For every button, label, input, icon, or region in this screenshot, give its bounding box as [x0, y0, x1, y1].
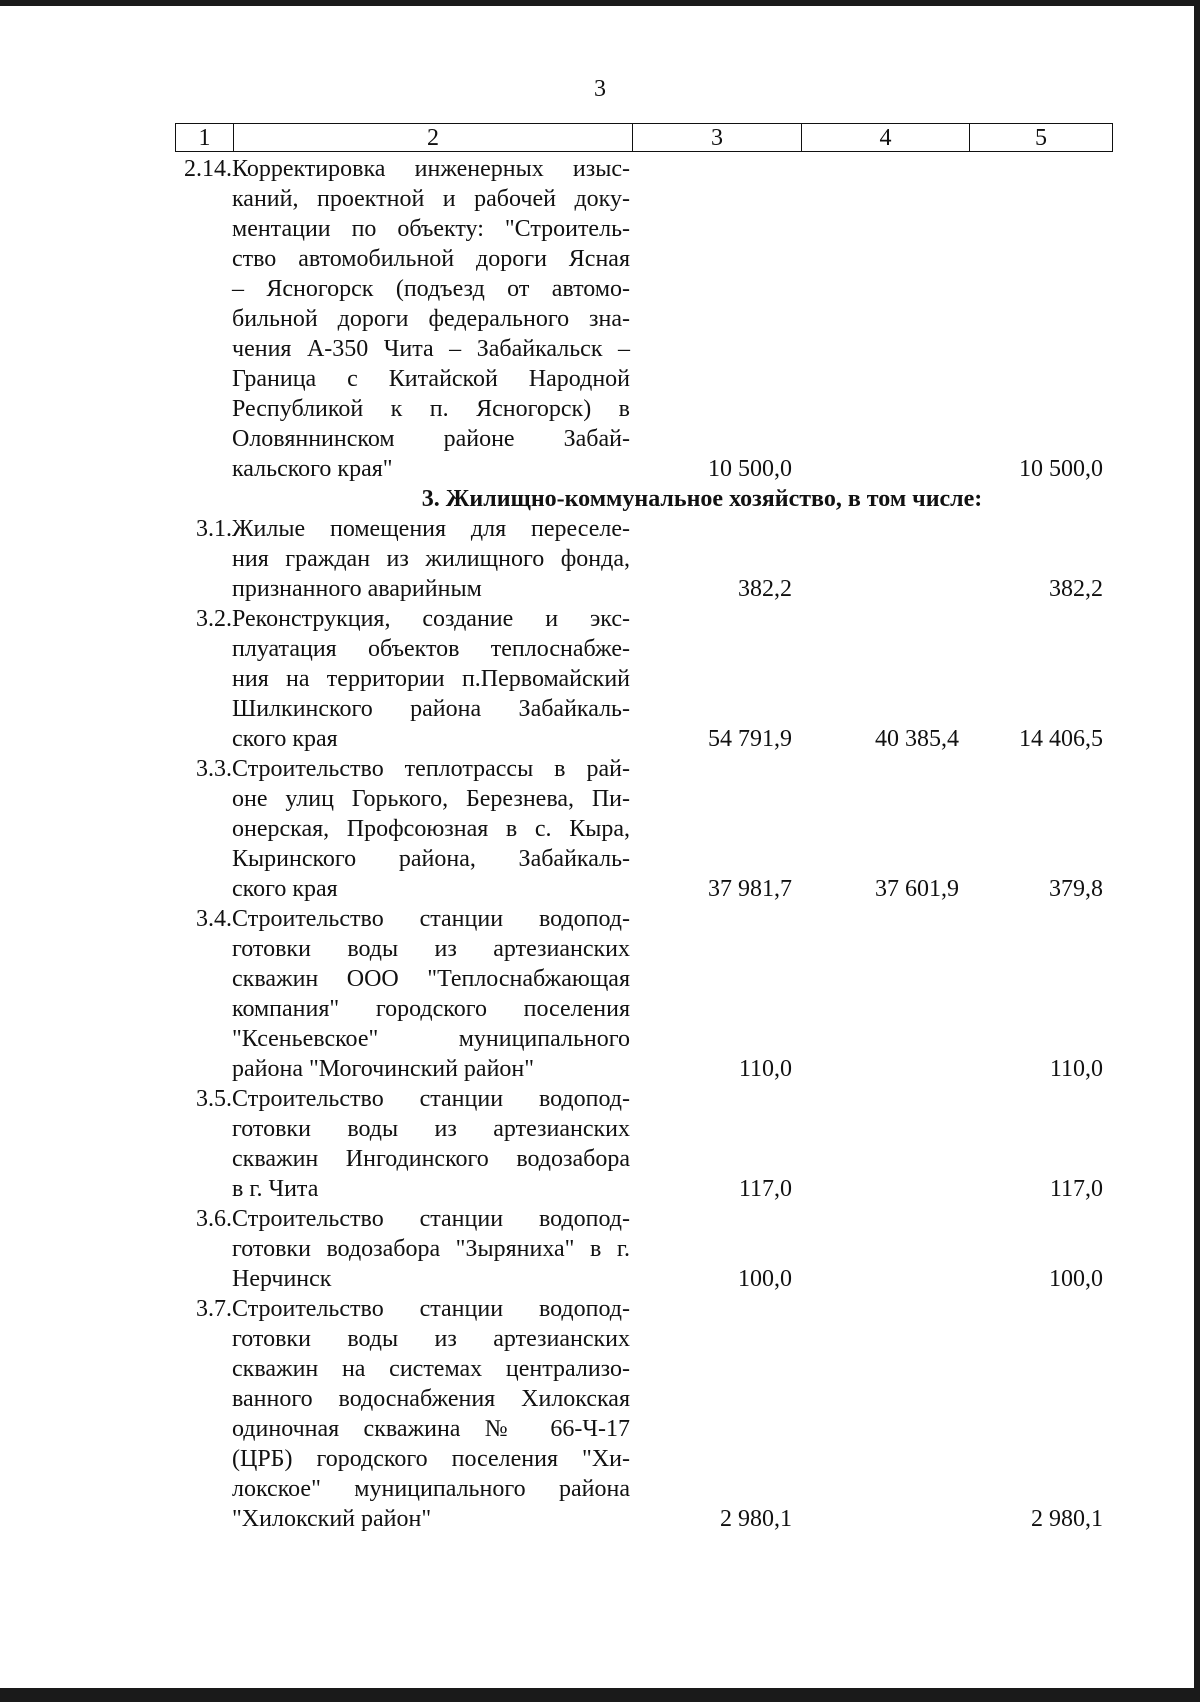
description-line: Строительство станции водопод-	[232, 1206, 630, 1232]
description-line: ванного водоснабжения Хилокская	[232, 1386, 630, 1412]
description-line: Строительство станции водопод-	[232, 906, 630, 932]
table-row	[175, 754, 1109, 904]
description-line: в г. Чита	[232, 1176, 319, 1202]
description-line: оне улиц Горького, Березнева, Пи-	[232, 786, 630, 812]
row-number: 3.3.	[196, 756, 232, 782]
description-line: (ЦРБ) городского поселения "Хи-	[232, 1446, 630, 1472]
description-line: ского края	[232, 876, 338, 902]
row-number: 3.7.	[196, 1296, 232, 1322]
description-line: кальского края"	[232, 456, 393, 482]
page-number: 3	[594, 76, 606, 102]
description-line: каний, проектной и рабочей доку-	[232, 186, 630, 212]
description-line: готовки воды из артезианских	[232, 1326, 630, 1352]
row-description	[232, 754, 630, 904]
description-line: одиночная скважина № 66-Ч-17	[232, 1416, 630, 1442]
value-column-5	[965, 1174, 1109, 1204]
value-text: 382,2	[1049, 576, 1103, 602]
description-line: Строительство станции водопод-	[232, 1086, 630, 1112]
row-number: 2.14.	[184, 156, 232, 182]
value-text: 14 406,5	[1019, 726, 1103, 752]
description-line: готовки воды из артезианских	[232, 1116, 630, 1142]
value-column-3	[630, 454, 798, 484]
scan-edge-right	[1194, 0, 1200, 1702]
row-description	[232, 154, 630, 484]
table-row	[175, 604, 1109, 754]
row-number: 3.4.	[196, 906, 232, 932]
value-text: 10 500,0	[708, 456, 792, 482]
description-line: ского края	[232, 726, 338, 752]
row-number: 3.2.	[196, 606, 232, 632]
row-description	[232, 1294, 630, 1534]
value-column-5	[965, 724, 1109, 754]
description-line: скважин ООО "Теплоснабжающая	[232, 966, 630, 992]
description-line: ния граждан из жилищного фонда,	[232, 546, 630, 572]
value-column-3	[630, 574, 798, 604]
value-text: 110,0	[738, 1056, 792, 1082]
scan-edge-bottom	[0, 1688, 1200, 1702]
description-line: скважин Ингодинского водозабора	[232, 1146, 630, 1172]
description-line: района "Могочинский район"	[232, 1056, 535, 1082]
description-line: "Ксеньевское" муниципального	[232, 1026, 630, 1052]
value-column-3	[630, 1264, 798, 1294]
description-line: компания" городского поселения	[232, 996, 630, 1022]
description-line: Республикой к п. Ясногорск) в	[232, 396, 630, 422]
table-row	[175, 514, 1109, 604]
row-number: 3.6.	[196, 1206, 232, 1232]
description-line: признанного аварийным	[232, 576, 482, 602]
value-column-4	[798, 874, 965, 904]
table-body	[175, 154, 1109, 1534]
description-line: Нерчинск	[232, 1266, 332, 1292]
description-line: готовки воды из артезианских	[232, 936, 630, 962]
table-row	[175, 1084, 1109, 1204]
value-text: 379,8	[1049, 876, 1103, 902]
value-column-3	[630, 1504, 798, 1534]
description-line: Кыринского района, Забайкаль-	[232, 846, 630, 872]
value-column-3	[630, 1174, 798, 1204]
row-description	[232, 514, 630, 604]
description-line: Корректировка инженерных изыс-	[232, 156, 630, 182]
column-header-5: 5	[970, 124, 1113, 152]
value-text: 54 791,9	[708, 726, 792, 752]
description-line: Жилые помещения для переселе-	[232, 516, 630, 542]
value-column-5	[965, 874, 1109, 904]
table-row	[175, 1204, 1109, 1294]
column-header-row	[176, 124, 1113, 152]
value-column-3	[630, 724, 798, 754]
value-column-4	[798, 724, 965, 754]
description-line: Реконструкция, создание и экс-	[232, 606, 630, 632]
value-column-3	[630, 1054, 798, 1084]
column-header-1: 1	[176, 124, 234, 152]
value-text: 382,2	[738, 576, 792, 602]
column-header-3: 3	[633, 124, 802, 152]
value-text: 37 981,7	[708, 876, 792, 902]
description-line: Шилкинского района Забайкаль-	[232, 696, 630, 722]
row-description	[232, 1204, 630, 1294]
description-line: готовки водозабора "Зыряниха" в г.	[232, 1236, 630, 1262]
table-row	[175, 154, 1109, 484]
value-column-5	[965, 574, 1109, 604]
description-line: Строительство теплотрассы в рай-	[232, 756, 630, 782]
row-description	[232, 604, 630, 754]
value-column-3	[630, 874, 798, 904]
description-line: Оловяннинском районе Забай-	[232, 426, 630, 452]
description-line: Граница с Китайской Народной	[232, 366, 630, 392]
scan-edge-top	[0, 0, 1200, 6]
description-line: скважин на системах централизо-	[232, 1356, 630, 1382]
value-text: 40 385,4	[875, 726, 959, 752]
description-line: – Ясногорск (подъезд от автомо-	[232, 276, 630, 302]
value-column-5	[965, 454, 1109, 484]
description-line: онерская, Профсоюзная в с. Кыра,	[232, 816, 630, 842]
value-text: 37 601,9	[875, 876, 959, 902]
description-line: плуатация объектов теплоснабже-	[232, 636, 630, 662]
description-line: "Хилокский район"	[232, 1506, 432, 1532]
description-line: ство автомобильной дороги Ясная	[232, 246, 630, 272]
value-column-5	[965, 1054, 1109, 1084]
description-line: бильной дороги федерального зна-	[232, 306, 630, 332]
column-header-2: 2	[234, 124, 633, 152]
description-line: чения А-350 Чита – Забайкальск –	[232, 336, 630, 362]
value-column-5	[965, 1264, 1109, 1294]
value-text: 117,0	[1049, 1176, 1103, 1202]
value-text: 10 500,0	[1019, 456, 1103, 482]
value-text: 117,0	[738, 1176, 792, 1202]
value-text: 2 980,1	[720, 1506, 792, 1532]
section-title: 3. Жилищно-коммунальное хозяйство, в том числе:	[421, 486, 983, 512]
value-text: 2 980,1	[1031, 1506, 1103, 1532]
table-row	[175, 904, 1109, 1084]
description-line: ментации по объекту: "Строитель-	[232, 216, 630, 242]
value-text: 100,0	[1049, 1266, 1103, 1292]
row-description	[232, 904, 630, 1084]
row-number: 3.1.	[196, 516, 232, 542]
column-header-table	[175, 123, 1113, 152]
description-line: Строительство станции водопод-	[232, 1296, 630, 1322]
column-header-4: 4	[802, 124, 970, 152]
value-text: 110,0	[1049, 1056, 1103, 1082]
table-row	[175, 1294, 1109, 1534]
value-text: 100,0	[738, 1266, 792, 1292]
description-line: локское" муниципального района	[232, 1476, 630, 1502]
value-column-5	[965, 1504, 1109, 1534]
row-description	[232, 1084, 630, 1204]
row-number: 3.5.	[196, 1086, 232, 1112]
description-line: ния на территории п.Первомайский	[232, 666, 630, 692]
